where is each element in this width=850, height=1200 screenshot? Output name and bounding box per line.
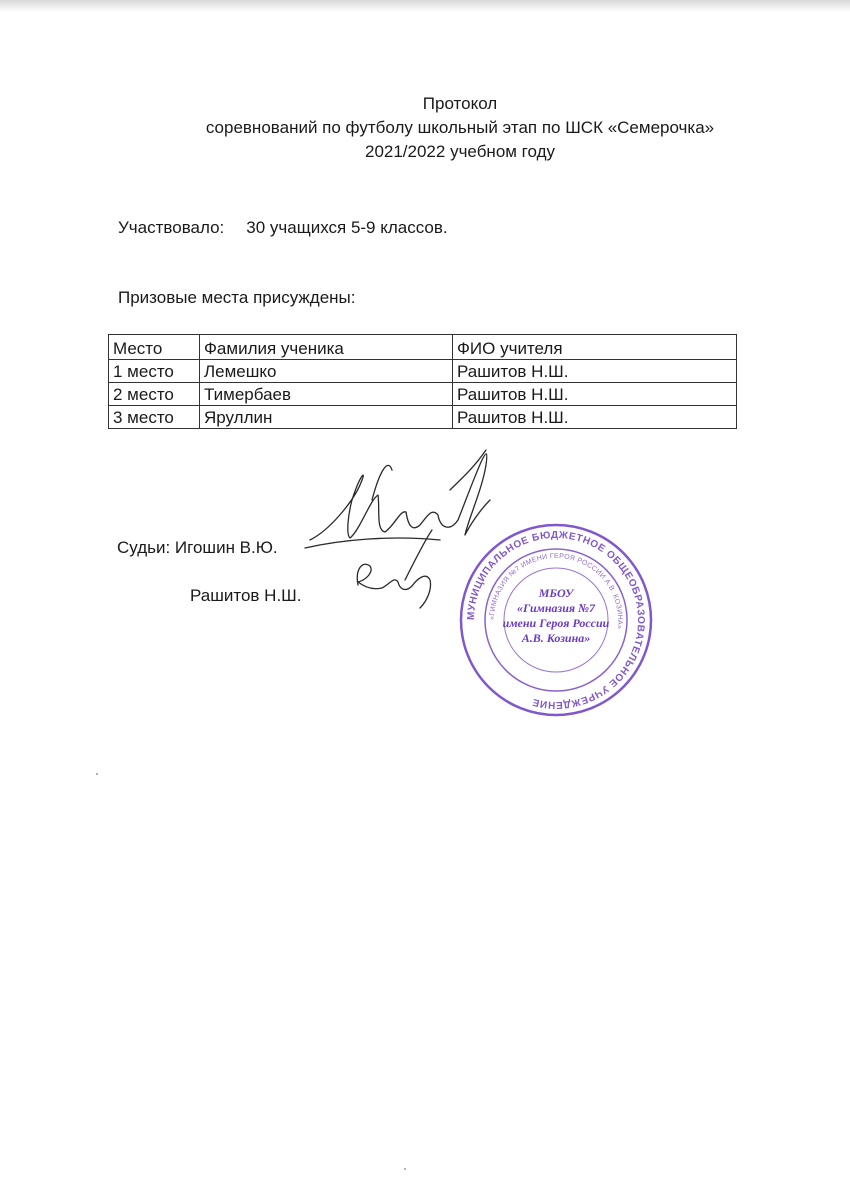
participants-value: 30 учащихся 5-9 классов. xyxy=(246,218,448,237)
stamp-line: «Гимназия №7 xyxy=(516,601,596,615)
prizes-heading: Призовые места присуждены: xyxy=(118,288,356,307)
cell-teacher: Рашитов Н.Ш. xyxy=(453,360,737,383)
scan-speck xyxy=(404,1168,406,1170)
cell-teacher: Рашитов Н.Ш. xyxy=(453,406,737,429)
title-line-3: 2021/2022 учебном году xyxy=(364,142,556,161)
judges-line: Судьи: Игошин В.Ю. xyxy=(117,538,278,557)
cell-student: Тимербаев xyxy=(200,383,453,406)
header-student: Фамилия ученика xyxy=(200,335,453,360)
cell-place: 3 место xyxy=(109,406,200,429)
table-row xyxy=(109,383,737,406)
table-row xyxy=(109,360,737,383)
cell-place: 1 место xyxy=(109,360,200,383)
results-table xyxy=(108,334,737,429)
cell-place: 2 место xyxy=(109,383,200,406)
stamp-line: имени Героя России xyxy=(502,616,610,630)
document-title xyxy=(100,92,820,164)
judge-second: Рашитов Н.Ш. xyxy=(190,586,302,605)
title-line-2: соревнований по футболу школьный этап по ШСК «Семерочка» xyxy=(205,118,715,137)
title-line-1: Протокол xyxy=(422,94,498,113)
scan-speck xyxy=(96,773,98,775)
stamp-line: А.В. Козина» xyxy=(521,631,591,645)
svg-text:МУНИЦИПАЛЬНОЕ БЮДЖЕТНОЕ ОБЩЕОБ: МУНИЦИПАЛЬНОЕ БЮДЖЕТНОЕ ОБЩЕОБРАЗОВАТЕЛЬНОЕ УЧРЕЖДЕНИЕ xyxy=(465,529,647,711)
participants-label: Участвовало: xyxy=(118,218,225,237)
table-row xyxy=(109,406,737,429)
svg-text:«ГИМНАЗИЯ №7 ИМЕНИ ГЕРОЯ РОССИ: «ГИМНАЗИЯ №7 ИМЕНИ ГЕРОЯ РОССИИ А.В. КОЗИНА» xyxy=(488,552,624,630)
cell-teacher: Рашитов Н.Ш. xyxy=(453,383,737,406)
header-teacher: ФИО учителя xyxy=(453,335,737,360)
cell-student: Яруллин xyxy=(200,406,453,429)
official-stamp xyxy=(456,520,656,720)
scan-edge xyxy=(0,0,850,12)
table-header-row xyxy=(109,335,737,360)
cell-student: Лемешко xyxy=(200,360,453,383)
stamp-center-text xyxy=(456,586,656,646)
stamp-line: МБОУ xyxy=(538,586,574,600)
header-place: Место xyxy=(109,335,200,360)
participants-line xyxy=(118,218,448,238)
